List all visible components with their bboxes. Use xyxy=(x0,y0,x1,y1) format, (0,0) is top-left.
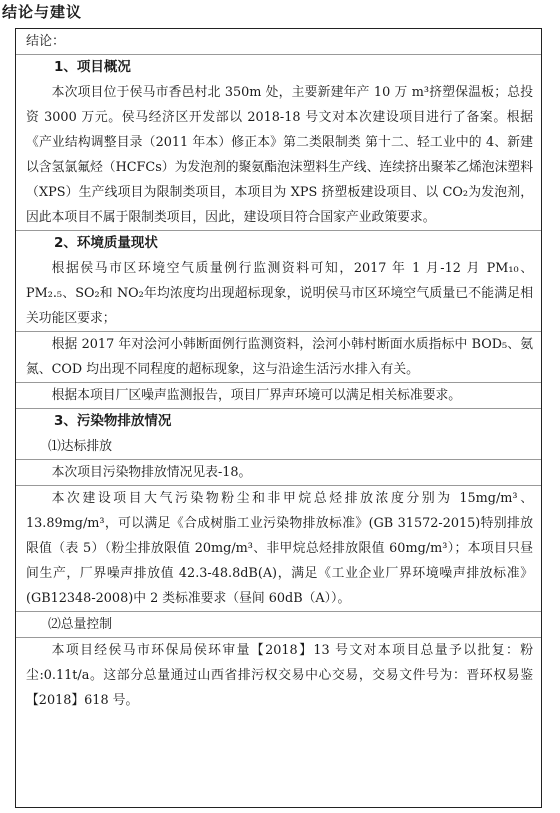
section-title: 结论与建议 xyxy=(2,3,83,21)
section-heading-environment: 2、环境质量现状 xyxy=(54,235,158,251)
conclusion-label: 结论： xyxy=(26,34,66,49)
paragraph-air-quality: 根据侯马市区环境空气质量例行监测资料可知，2017 年 1 月-12 月 PM₁₀、PM₂.₅、SO₂和 NO₂年均浓度均出现超标现象，说明侯马市区环境空气质量已不能满足相关功能区要求； xyxy=(26,261,533,326)
paragraph-overview: 本次项目位于侯马市香邑村北 350m 处，主要新建年产 10 万 m³挤塑保温板；总投资 3000 万元。侯马经济区开发部以 2018-18 号文对本次建设项目进行了备案。根据《产业结构调整目录（2011 年本）修正本》第二类限制类 第十二、轻工业中的 4、新建以含氢氯氟烃（HCFCs）为发泡剂的聚氨酯泡沫塑料生产线、连续挤出聚苯乙烯泡沫塑料（XPS）生产线项目为限制类项目，本项目为 XPS 挤塑板建设项目、以 CO₂为发泡剂，因此本项目不属于限制类项目，因此，建设项目符合国家产业政策要求。 xyxy=(26,85,533,225)
paragraph-water-quality: 根据 2017 年对浍河小韩断面例行监测资料，浍河小韩村断面水质指标中 BOD₅、氨氮、COD 均出现不同程度的超标现象，这与沿途生活污水排入有关。 xyxy=(26,337,533,377)
subheading-total-control: ⑵总量控制 xyxy=(48,617,112,632)
section-heading-overview: 1、项目概况 xyxy=(54,59,131,75)
paragraph-emissions-detail: 本次建设项目大气污染物粉尘和非甲烷总烃排放浓度分别为 15mg/m³、13.89mg/m³，可以满足《合成树脂工业污染物排放标准》(GB 31572-2015)特别排放限值（表 5）（粉尘排放限值 20mg/m³、非甲烷总烃排放限值 60mg/m³）；本项目只昼间生产，厂界噪声排放值 42.3-48.8dB(A)，满足《工业企业厂界环境噪声排放标准》(GB12348-2008)中 2 类标准要求（昼间 60dB（A））。 xyxy=(26,491,533,606)
paragraph-emissions-ref: 本次项目污染物排放情况见表-18。 xyxy=(51,465,252,480)
section-heading-emissions: 3、污染物排放情况 xyxy=(54,413,172,429)
conclusion-box xyxy=(15,28,542,808)
paragraph-noise: 根据本项目厂区噪声监测报告，项目厂界声环境可以满足相关标准要求。 xyxy=(51,388,462,403)
subheading-compliance: ⑴达标排放 xyxy=(48,439,112,454)
paragraph-total-control: 本项目经侯马市环保局侯环审量【2018】13 号文对本项目总量予以批复：粉尘:0.11t/a。这部分总量通过山西省排污权交易中心交易，交易文件号为：晋环权易鉴【2018】618 号。 xyxy=(26,643,533,708)
